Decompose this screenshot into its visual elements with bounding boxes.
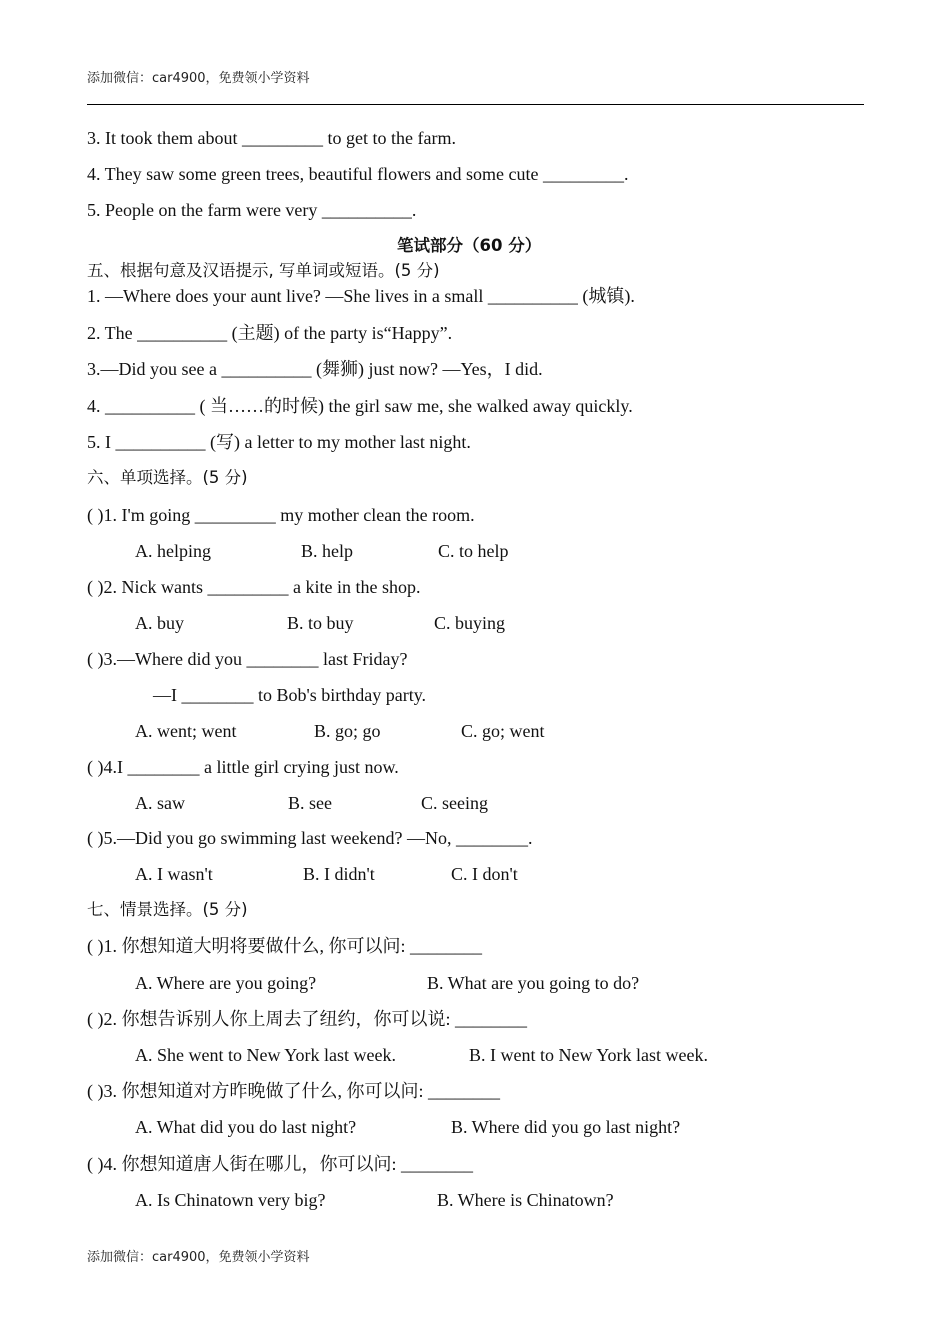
section7-q4-option-b: B. Where is Chinatown? — [437, 1190, 614, 1210]
section7-heading: 七、情景选择。(5 分) — [87, 900, 248, 919]
section6-q5-option-a: A. I wasn't — [135, 864, 213, 884]
section7-q2-option-a: A. She went to New York last week. — [135, 1045, 396, 1065]
section6-q1-stem: ( )1. I'm going _________ my mother clean the room. — [87, 505, 475, 525]
section6-q4-stem: ( )4.I ________ a little girl crying just now. — [87, 757, 399, 777]
section6-q3-option-c: C. go; went — [461, 721, 545, 741]
section6-q3-stem-2: —I ________ to Bob's birthday party. — [153, 685, 427, 705]
section7-q4-stem: ( )4. 你想知道唐人街在哪儿，你可以问: ________ — [87, 1154, 473, 1174]
section6-q3-option-b: B. go; go — [314, 721, 381, 741]
section6-q4-option-c: C. seeing — [421, 793, 488, 813]
header-rule — [87, 104, 864, 105]
section6-q1-option-b: B. help — [301, 541, 353, 561]
section5-item-3: 3.—Did you see a __________ (舞狮) just now? —Yes，I did. — [87, 359, 543, 379]
section6-q5-stem: ( )5.—Did you go swimming last weekend? —No, ________. — [87, 828, 533, 848]
section5-item-4: 4. __________ ( 当……的时候) the girl saw me, she walked away quickly. — [87, 396, 633, 416]
footer-note: 添加微信：car4900，免费领小学资料 — [87, 1250, 310, 1265]
section5-heading: 五、根据句意及汉语提示, 写单词或短语。(5 分) — [87, 261, 440, 280]
written-part-title: 笔试部分（60 分） — [397, 236, 542, 255]
header-note: 添加微信：car4900，免费领小学资料 — [87, 71, 310, 86]
section6-q2-option-a: A. buy — [135, 613, 184, 633]
section7-q2-stem: ( )2. 你想告诉别人你上周去了纽约，你可以说: ________ — [87, 1009, 527, 1029]
section5-item-5: 5. I __________ (写) a letter to my mother last night. — [87, 432, 471, 452]
section5-item-2: 2. The __________ (主题) of the party is“Happy”. — [87, 323, 453, 343]
section6-q4-option-b: B. see — [288, 793, 332, 813]
section6-q5-option-c: C. I don't — [451, 864, 518, 884]
section6-q5-option-b: B. I didn't — [303, 864, 375, 884]
section7-q3-stem: ( )3. 你想知道对方昨晚做了什么, 你可以问: ________ — [87, 1081, 500, 1101]
section7-q1-option-a: A. Where are you going? — [135, 973, 317, 993]
section6-q1-option-c: C. to help — [438, 541, 509, 561]
section7-q2-option-b: B. I went to New York last week. — [469, 1045, 708, 1065]
listening-item-4: 4. They saw some green trees, beautiful flowers and some cute _________. — [87, 164, 629, 184]
section5-item-1: 1. —Where does your aunt live? —She lives in a small __________ (城镇). — [87, 286, 635, 306]
section6-q3-stem: ( )3.—Where did you ________ last Friday? — [87, 649, 408, 669]
section6-heading: 六、单项选择。(5 分) — [87, 468, 248, 487]
section6-q3-option-a: A. went; went — [135, 721, 237, 741]
section7-q1-stem: ( )1. 你想知道大明将要做什么, 你可以问: ________ — [87, 936, 482, 956]
section7-q3-option-a: A. What did you do last night? — [135, 1117, 357, 1137]
section6-q4-option-a: A. saw — [135, 793, 185, 813]
section7-q1-option-b: B. What are you going to do? — [427, 973, 640, 993]
section6-q1-option-a: A. helping — [135, 541, 211, 561]
section7-q3-option-b: B. Where did you go last night? — [451, 1117, 681, 1137]
section6-q2-option-b: B. to buy — [287, 613, 354, 633]
listening-item-3: 3. It took them about _________ to get to the farm. — [87, 128, 456, 148]
section6-q2-option-c: C. buying — [434, 613, 506, 633]
listening-item-5: 5. People on the farm were very __________. — [87, 200, 417, 220]
section7-q4-option-a: A. Is Chinatown very big? — [135, 1190, 326, 1210]
section6-q2-stem: ( )2. Nick wants _________ a kite in the shop. — [87, 577, 421, 597]
